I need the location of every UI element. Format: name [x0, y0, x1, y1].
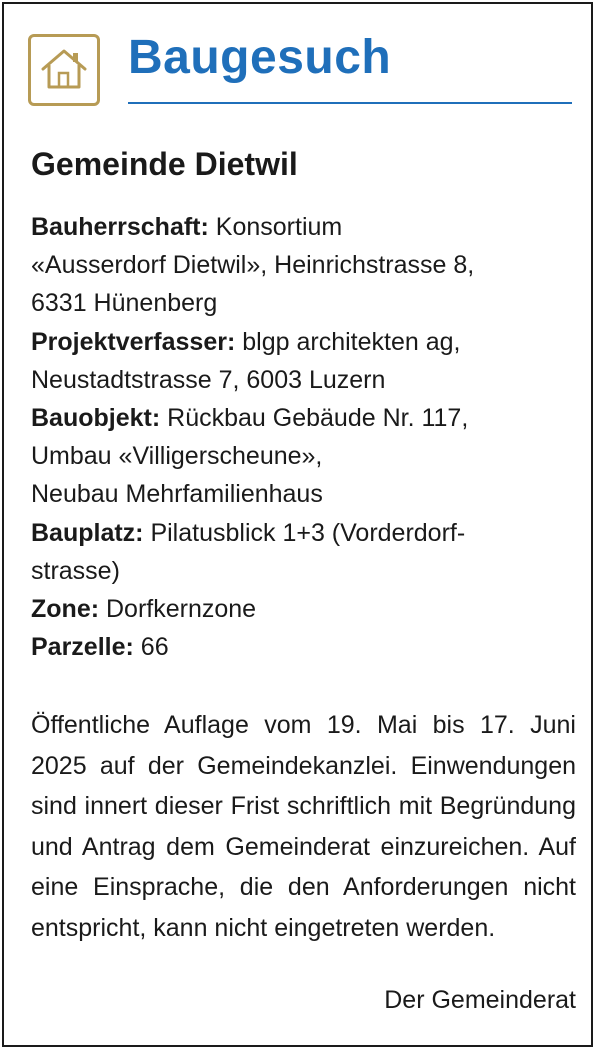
field-value: Neubau Mehrfamilienhaus [31, 480, 323, 509]
application-details [31, 208, 576, 666]
page-title: Baugesuch [128, 31, 392, 84]
field-value: strasse) [31, 556, 120, 585]
field-label: Bauplatz: [31, 518, 144, 547]
field-label: Zone: [31, 595, 100, 624]
field-value: Neustadtstrasse 7, 6003 Luzern [31, 365, 386, 394]
field-value: Dorfkernzone [106, 595, 257, 624]
field-label: Bauobjekt: [31, 404, 161, 433]
field-value: 6331 Hünenberg [31, 289, 218, 318]
field-label: Projektverfasser: [31, 327, 236, 356]
notice-frame [2, 2, 593, 1047]
field-value: Pilatusblick 1+3 (Vorderdorf- [150, 518, 466, 547]
field-label: Parzelle: [31, 633, 134, 662]
field-value: Umbau «Villigerscheune», [31, 442, 323, 471]
field-value: Konsortium [215, 213, 343, 241]
field-bauherrschaft [31, 208, 576, 323]
field-value: «Ausserdorf Dietwil», Heinrichstrasse 8, [31, 251, 475, 280]
field-label: Bauherrschaft: [31, 213, 209, 241]
public-notice-text: Öffentliche Auflage vom 19. Mai bis 17. Juni 2025 auf der Gemeindekanzlei. Einwendungen sind innert dieser Frist schriftlich mit Begründung und Antrag dem Gemeinderat einzureichen. Auf eine Einsprache, die den Anforderungen nicht entspricht, kann nicht eingetreten werden. [31, 711, 576, 942]
notice-header [28, 30, 576, 106]
title-divider [128, 102, 572, 104]
field-value: Rückbau Gebäude Nr. 117, [167, 404, 469, 433]
field-zone [31, 590, 576, 628]
field-parzelle [31, 628, 576, 666]
signature: Der Gemeinderat [384, 986, 576, 1014]
field-bauobjekt [31, 399, 576, 514]
house-icon [28, 34, 100, 106]
field-projektverfasser [31, 323, 576, 399]
field-bauplatz [31, 514, 576, 590]
municipality-heading: Gemeinde Dietwil [31, 146, 298, 182]
field-value: 66 [140, 633, 169, 662]
house-icon-graphic [40, 47, 88, 93]
field-value: blgp architekten ag, [242, 327, 461, 356]
